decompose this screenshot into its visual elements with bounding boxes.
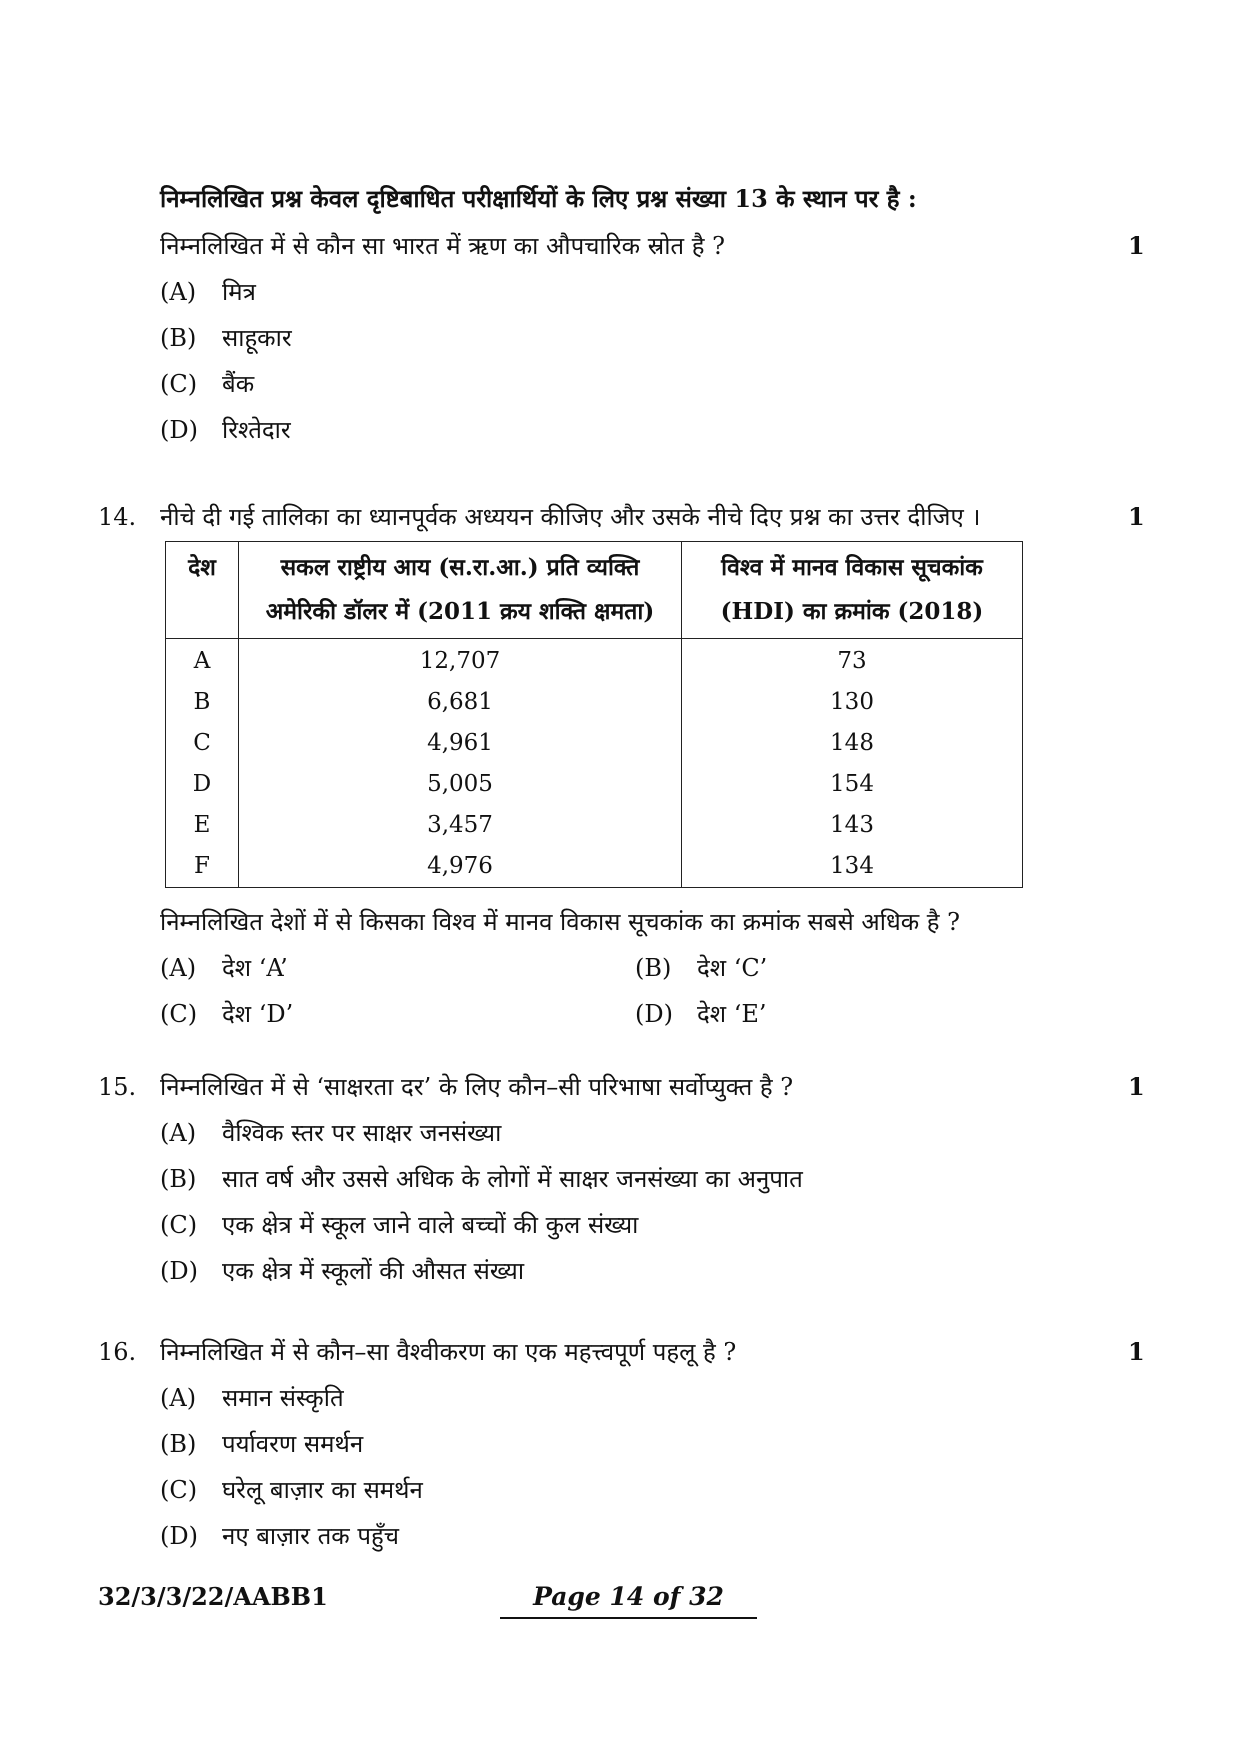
q15-option-a xyxy=(160,1118,501,1148)
option-text: एक क्षेत्र में स्कूलों की औसत संख्या xyxy=(222,1257,525,1285)
q14-text: नीचे दी गई तालिका का ध्यानपूर्वक अध्ययन कीजिए और उसके नीचे दिए प्रश्न का उत्तर दीजिए । xyxy=(160,503,981,531)
vi-question-marks: 1 xyxy=(1128,231,1145,260)
header-country: देश xyxy=(166,542,239,639)
vi-option-b xyxy=(160,323,292,353)
option-label: (A) xyxy=(160,1119,197,1147)
option-text: बैंक xyxy=(222,370,255,398)
cell-country: D xyxy=(166,764,239,805)
option-text: घरेलू बाज़ार का समर्थन xyxy=(222,1476,423,1504)
cell-hdi: 154 xyxy=(682,764,1023,805)
q16-option-a xyxy=(160,1383,344,1413)
cell-hdi: 130 xyxy=(682,682,1023,723)
vi-question-text: निम्नलिखित में से कौन सा भारत में ऋण का औपचारिक स्रोत है ? xyxy=(160,232,725,260)
q16-marks: 1 xyxy=(1128,1337,1145,1366)
vi-option-d xyxy=(160,415,291,445)
option-label: (C) xyxy=(160,1476,198,1504)
hdi-table xyxy=(165,541,1023,888)
option-text: मित्र xyxy=(222,278,256,306)
option-label: (A) xyxy=(160,954,197,982)
option-label: (C) xyxy=(160,1000,198,1028)
option-text: रिश्तेदार xyxy=(222,416,291,444)
q15-option-b xyxy=(160,1164,803,1194)
cell-gni: 6,681 xyxy=(239,682,682,723)
option-text: सात वर्ष और उससे अधिक के लोगों में साक्षर जनसंख्या का अनुपात xyxy=(222,1165,803,1193)
vi-option-a xyxy=(160,277,256,307)
cell-country: B xyxy=(166,682,239,723)
page-number: Page 14 of 32 xyxy=(500,1582,757,1619)
table-row xyxy=(166,723,1023,764)
q14-option-c xyxy=(160,999,293,1029)
q14-option-d xyxy=(635,999,766,1029)
option-label: (B) xyxy=(160,1165,197,1193)
option-label: (D) xyxy=(160,416,198,444)
q14-sub-question: निम्नलिखित देशों में से किसका विश्व में मानव विकास सूचकांक का क्रमांक सबसे अधिक है ? xyxy=(160,908,961,936)
table-row xyxy=(166,846,1023,888)
q14-number: 14. xyxy=(98,503,137,531)
cell-country: C xyxy=(166,723,239,764)
option-label: (B) xyxy=(160,1430,197,1458)
q15-marks: 1 xyxy=(1128,1072,1145,1101)
header-gni: सकल राष्ट्रीय आय (स.रा.आ.) प्रति व्यक्ति अमेरिकी डॉलर में (2011 क्रय शक्ति क्षमता) xyxy=(239,542,682,639)
table-row xyxy=(166,682,1023,723)
q15-text: निम्नलिखित में से ‘साक्षरता दर’ के लिए कौन–सी परिभाषा सर्वोप्युक्त है ? xyxy=(160,1073,794,1101)
option-label: (B) xyxy=(635,954,672,982)
q14-marks: 1 xyxy=(1128,502,1145,531)
option-label: (D) xyxy=(160,1257,198,1285)
option-text: नए बाज़ार तक पहुँच xyxy=(222,1522,399,1550)
header-hdi: विश्व में मानव विकास सूचकांक (HDI) का क्रमांक (2018) xyxy=(682,542,1023,639)
q16-option-b xyxy=(160,1429,363,1459)
option-text: पर्यावरण समर्थन xyxy=(222,1430,364,1458)
option-label: (A) xyxy=(160,1384,197,1412)
option-text: देश ‘E’ xyxy=(697,1000,767,1028)
table-row xyxy=(166,805,1023,846)
q16-text: निम्नलिखित में से कौन–सा वैश्वीकरण का एक महत्त्वपूर्ण पहलू है ? xyxy=(160,1338,737,1366)
cell-country: E xyxy=(166,805,239,846)
option-text: साहूकार xyxy=(222,324,292,352)
option-text: देश ‘D’ xyxy=(222,1000,294,1028)
cell-gni: 4,961 xyxy=(239,723,682,764)
cell-hdi: 148 xyxy=(682,723,1023,764)
vi-note: निम्नलिखित प्रश्न केवल दृष्टिबाधित परीक्षार्थियों के लिए प्रश्न संख्या 13 के स्थान पर है : xyxy=(160,184,917,213)
cell-hdi: 134 xyxy=(682,846,1023,888)
cell-gni: 12,707 xyxy=(239,639,682,683)
q14-option-a xyxy=(160,953,288,983)
cell-gni: 4,976 xyxy=(239,846,682,888)
option-label: (A) xyxy=(160,278,197,306)
q16-number: 16. xyxy=(98,1338,137,1366)
option-text: समान संस्कृति xyxy=(222,1384,344,1412)
q15-option-c xyxy=(160,1210,638,1240)
q14-option-b xyxy=(635,953,767,983)
cell-country: A xyxy=(166,639,239,683)
cell-country: F xyxy=(166,846,239,888)
cell-gni: 3,457 xyxy=(239,805,682,846)
option-text: देश ‘A’ xyxy=(222,954,288,982)
table-row xyxy=(166,764,1023,805)
vi-option-c xyxy=(160,369,254,399)
q15-option-d xyxy=(160,1256,524,1286)
cell-hdi: 73 xyxy=(682,639,1023,683)
table-header-row xyxy=(166,542,1023,639)
q16-option-c xyxy=(160,1475,423,1505)
q16-option-d xyxy=(160,1521,399,1551)
option-text: देश ‘C’ xyxy=(697,954,768,982)
option-label: (C) xyxy=(160,1211,198,1239)
q15-number: 15. xyxy=(98,1073,137,1101)
option-label: (D) xyxy=(160,1522,198,1550)
cell-gni: 5,005 xyxy=(239,764,682,805)
table-row xyxy=(166,639,1023,683)
option-label: (D) xyxy=(635,1000,673,1028)
option-text: एक क्षेत्र में स्कूल जाने वाले बच्चों की कुल संख्या xyxy=(222,1211,639,1239)
paper-code: 32/3/3/22/AABB1 xyxy=(98,1582,328,1611)
cell-hdi: 143 xyxy=(682,805,1023,846)
option-label: (C) xyxy=(160,370,198,398)
option-label: (B) xyxy=(160,324,197,352)
option-text: वैश्विक स्तर पर साक्षर जनसंख्या xyxy=(222,1119,502,1147)
